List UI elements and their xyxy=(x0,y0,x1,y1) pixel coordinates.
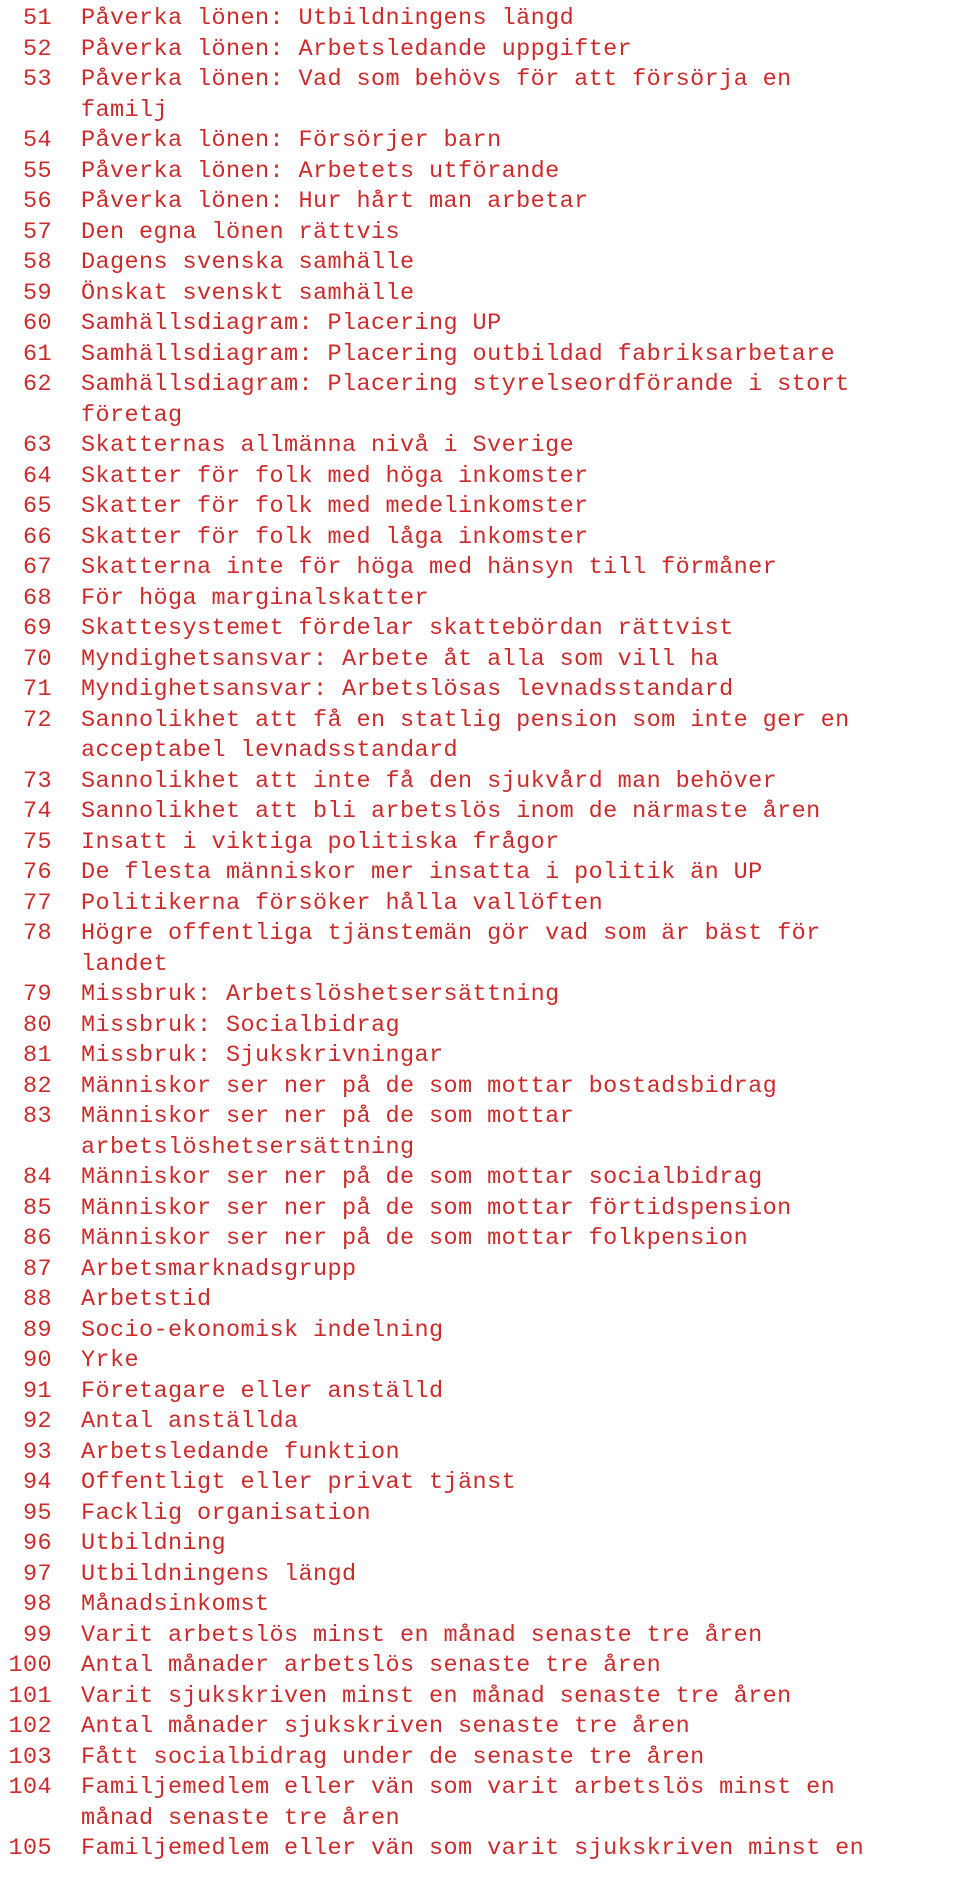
list-item xyxy=(0,919,960,980)
item-number: 98 xyxy=(22,1591,52,1618)
item-text xyxy=(81,1468,955,1499)
list-item xyxy=(0,279,960,310)
item-number: 93 xyxy=(22,1438,52,1466)
item-number: 61 xyxy=(22,340,52,368)
list-item xyxy=(0,1255,960,1286)
list-item xyxy=(0,65,960,126)
item-text-line: Varit arbetslös minst en månad senaste tre åren xyxy=(81,1621,763,1649)
item-text-line: Den egna lönen rättvis xyxy=(81,218,401,246)
item-text xyxy=(81,706,955,767)
item-number: 64 xyxy=(22,462,52,490)
item-text-line: Påverka lönen: Försörjer barn xyxy=(81,127,502,154)
item-text xyxy=(81,218,955,249)
list-item xyxy=(0,584,960,615)
item-text-line: Samhällsdiagram: Placering styrelseordförande i stort xyxy=(81,371,850,398)
list-item xyxy=(0,1285,960,1316)
list-item xyxy=(0,858,960,889)
item-number: 96 xyxy=(22,1530,52,1557)
item-text xyxy=(81,1224,955,1255)
item-text-line: Sannolikhet att få en statlig pension som inte ger en xyxy=(81,706,850,734)
item-text xyxy=(81,1316,955,1347)
variable-list xyxy=(0,4,960,1865)
item-text-line: månad senaste tre åren xyxy=(81,1804,401,1832)
item-number: 63 xyxy=(22,432,52,459)
item-number: 88 xyxy=(22,1286,52,1313)
list-item xyxy=(0,1316,960,1347)
item-text xyxy=(81,1102,955,1163)
list-item xyxy=(0,1041,960,1072)
item-text xyxy=(81,828,955,859)
item-number: 65 xyxy=(22,493,52,520)
item-text xyxy=(81,1255,955,1286)
item-text-line: Familjemedlem eller vän som varit sjukskriven minst en xyxy=(81,1835,865,1862)
item-number: 53 xyxy=(22,66,52,93)
item-number: 74 xyxy=(22,798,52,825)
item-number: 78 xyxy=(22,920,52,947)
item-text-line: Utbildningens längd xyxy=(81,1560,357,1588)
list-item xyxy=(0,767,960,798)
item-text-line: Offentligt eller privat tjänst xyxy=(81,1469,517,1496)
item-text xyxy=(81,858,955,889)
item-text-line: Samhällsdiagram: Placering outbildad fabriksarbetare xyxy=(81,340,836,368)
list-item xyxy=(0,1743,960,1774)
list-item xyxy=(0,614,960,645)
list-item xyxy=(0,675,960,706)
item-number: 55 xyxy=(22,157,52,185)
item-text-line: Insatt i viktiga politiska frågor xyxy=(81,828,560,856)
item-number: 97 xyxy=(22,1560,52,1588)
list-item xyxy=(0,1163,960,1194)
item-number: 58 xyxy=(22,249,52,276)
list-item xyxy=(0,370,960,431)
item-number: 52 xyxy=(22,35,52,63)
item-text xyxy=(81,1529,955,1560)
item-text xyxy=(81,309,955,340)
item-text-line: Dagens svenska samhälle xyxy=(81,249,415,276)
item-number: 86 xyxy=(22,1225,52,1252)
item-text xyxy=(81,1163,955,1194)
item-text-line: Arbetsmarknadsgrupp xyxy=(81,1255,357,1283)
item-text xyxy=(81,1743,955,1774)
item-text-line: Varit sjukskriven minst en månad senaste tre åren xyxy=(81,1682,792,1710)
list-item xyxy=(0,1377,960,1408)
item-text xyxy=(81,462,955,493)
item-text xyxy=(81,1712,955,1743)
item-text-line: Skatter för folk med låga inkomster xyxy=(81,523,589,551)
item-text-line: Arbetsledande funktion xyxy=(81,1438,401,1466)
item-text-line: Sannolikhet att inte få den sjukvård man behöver xyxy=(81,767,778,795)
item-text-line: Företagare eller anställd xyxy=(81,1377,444,1405)
item-text-line: Myndighetsansvar: Arbete åt alla som vill ha xyxy=(81,645,720,673)
list-item xyxy=(0,1560,960,1591)
list-item xyxy=(0,218,960,249)
item-number: 80 xyxy=(22,1011,52,1039)
item-text-line: Skatter för folk med medelinkomster xyxy=(81,493,589,520)
item-text-line: Högre offentliga tjänstemän gör vad som är bäst för xyxy=(81,920,821,947)
item-text xyxy=(81,523,955,554)
item-number: 92 xyxy=(22,1408,52,1435)
item-number: 82 xyxy=(22,1072,52,1100)
item-text xyxy=(81,1072,955,1103)
list-item xyxy=(0,35,960,66)
item-text xyxy=(81,889,955,920)
item-text xyxy=(81,35,955,66)
item-number: 62 xyxy=(22,371,52,398)
item-text-line: Familjemedlem eller vän som varit arbetslös minst en xyxy=(81,1774,836,1801)
item-number: 105 xyxy=(8,1835,52,1862)
item-number: 75 xyxy=(22,828,52,856)
item-text-line: Antal anställda xyxy=(81,1408,299,1435)
item-text-line: För höga marginalskatter xyxy=(81,584,430,612)
item-text-line: Skatternas allmänna nivå i Sverige xyxy=(81,432,575,459)
item-number: 104 xyxy=(8,1774,52,1801)
item-number: 73 xyxy=(22,767,52,795)
list-item xyxy=(0,523,960,554)
item-text xyxy=(81,1011,955,1042)
item-text xyxy=(81,614,955,645)
list-item xyxy=(0,645,960,676)
item-text-line: landet xyxy=(81,950,169,978)
list-item xyxy=(0,1407,960,1438)
list-item xyxy=(0,340,960,371)
item-text xyxy=(81,370,955,431)
list-item xyxy=(0,1194,960,1225)
item-text xyxy=(81,187,955,218)
item-text-line: arbetslöshetsersättning xyxy=(81,1133,415,1161)
item-text xyxy=(81,65,955,126)
item-number: 77 xyxy=(22,889,52,917)
item-number: 89 xyxy=(22,1316,52,1344)
list-item xyxy=(0,1438,960,1469)
list-item xyxy=(0,126,960,157)
item-text xyxy=(81,1194,955,1225)
item-number: 99 xyxy=(22,1621,52,1649)
item-text xyxy=(81,767,955,798)
list-item xyxy=(0,889,960,920)
item-text-line: Missbruk: Sjukskrivningar xyxy=(81,1042,444,1069)
item-text-line: Påverka lönen: Utbildningens längd xyxy=(81,5,575,32)
list-item xyxy=(0,706,960,767)
item-number: 70 xyxy=(22,645,52,673)
item-number: 57 xyxy=(22,218,52,246)
item-number: 81 xyxy=(22,1042,52,1069)
item-text xyxy=(81,340,955,371)
item-text xyxy=(81,797,955,828)
item-text xyxy=(81,431,955,462)
item-text-line: Månadsinkomst xyxy=(81,1591,270,1618)
list-item xyxy=(0,187,960,218)
list-item xyxy=(0,1590,960,1621)
list-item xyxy=(0,1773,960,1834)
item-number: 56 xyxy=(22,188,52,215)
item-text xyxy=(81,1285,955,1316)
list-item xyxy=(0,553,960,584)
item-text-line: Människor ser ner på de som mottar bostadsbidrag xyxy=(81,1072,778,1100)
item-text xyxy=(81,1560,955,1591)
item-text xyxy=(81,492,955,523)
item-text xyxy=(81,1377,955,1408)
item-text-line: Påverka lönen: Arbetets utförande xyxy=(81,157,560,185)
item-text-line: Skatterna inte för höga med hänsyn till förmåner xyxy=(81,554,778,581)
item-number: 90 xyxy=(22,1347,52,1374)
item-text-line: Arbetstid xyxy=(81,1286,212,1313)
item-text xyxy=(81,919,955,980)
item-text xyxy=(81,279,955,310)
item-text-line: Sannolikhet att bli arbetslös inom de närmaste åren xyxy=(81,798,821,825)
list-item xyxy=(0,1621,960,1652)
item-text xyxy=(81,126,955,157)
item-number: 102 xyxy=(8,1713,52,1740)
item-text-line: acceptabel levnadsstandard xyxy=(81,737,459,764)
item-text xyxy=(81,1651,955,1682)
item-number: 94 xyxy=(22,1469,52,1496)
item-text-line: Antal månader sjukskriven senaste tre åren xyxy=(81,1713,691,1740)
item-number: 100 xyxy=(8,1652,52,1679)
item-text xyxy=(81,1499,955,1530)
list-item xyxy=(0,309,960,340)
item-number: 60 xyxy=(22,310,52,337)
list-item xyxy=(0,1468,960,1499)
list-item xyxy=(0,1346,960,1377)
item-text xyxy=(81,1590,955,1621)
item-text-line: Missbruk: Arbetslöshetsersättning xyxy=(81,981,560,1008)
item-text-line: Skattesystemet fördelar skattebördan rättvist xyxy=(81,615,734,642)
item-number: 59 xyxy=(22,279,52,307)
item-number: 87 xyxy=(22,1255,52,1283)
list-item xyxy=(0,157,960,188)
item-text xyxy=(81,1621,955,1652)
item-number: 72 xyxy=(22,706,52,734)
item-text-line: Människor ser ner på de som mottar xyxy=(81,1103,575,1130)
item-text xyxy=(81,980,955,1011)
item-number: 51 xyxy=(22,5,52,32)
item-text xyxy=(81,4,955,35)
list-item xyxy=(0,1011,960,1042)
item-number: 68 xyxy=(22,584,52,612)
list-item xyxy=(0,1072,960,1103)
item-text-line: Socio-ekonomisk indelning xyxy=(81,1316,444,1344)
item-text-line: Människor ser ner på de som mottar folkpension xyxy=(81,1225,749,1252)
item-number: 95 xyxy=(22,1499,52,1527)
item-text xyxy=(81,1041,955,1072)
list-item xyxy=(0,797,960,828)
item-text-line: Påverka lönen: Hur hårt man arbetar xyxy=(81,188,589,215)
item-text-line: familj xyxy=(81,96,169,124)
list-item xyxy=(0,1834,960,1865)
item-number: 76 xyxy=(22,859,52,886)
item-text-line: Facklig organisation xyxy=(81,1499,372,1527)
item-text xyxy=(81,645,955,676)
list-item xyxy=(0,1529,960,1560)
list-item xyxy=(0,1499,960,1530)
list-item xyxy=(0,828,960,859)
item-text xyxy=(81,1346,955,1377)
item-text-line: Myndighetsansvar: Arbetslösas levnadsstandard xyxy=(81,676,734,703)
item-text-line: Påverka lönen: Arbetsledande uppgifter xyxy=(81,35,633,63)
item-text-line: Skatter för folk med höga inkomster xyxy=(81,462,589,490)
item-text xyxy=(81,584,955,615)
item-text-line: Politikerna försöker hålla vallöften xyxy=(81,889,604,917)
item-number: 91 xyxy=(22,1377,52,1405)
list-item xyxy=(0,1224,960,1255)
item-text-line: De flesta människor mer insatta i politik än UP xyxy=(81,859,763,886)
item-number: 69 xyxy=(22,615,52,642)
item-text-line: Utbildning xyxy=(81,1530,227,1557)
item-text-line: Påverka lönen: Vad som behövs för att försörja en xyxy=(81,66,792,93)
item-text-line: Önskat svenskt samhälle xyxy=(81,279,415,307)
item-text xyxy=(81,1438,955,1469)
item-number: 79 xyxy=(22,981,52,1008)
list-item xyxy=(0,248,960,279)
list-item xyxy=(0,1651,960,1682)
list-item xyxy=(0,431,960,462)
item-number: 83 xyxy=(22,1103,52,1130)
item-text-line: Människor ser ner på de som mottar socialbidrag xyxy=(81,1164,763,1191)
item-text xyxy=(81,1773,955,1834)
list-item xyxy=(0,1682,960,1713)
item-text xyxy=(81,675,955,706)
list-item xyxy=(0,462,960,493)
item-number: 101 xyxy=(8,1682,52,1710)
item-number: 54 xyxy=(22,127,52,154)
item-text-line: Missbruk: Socialbidrag xyxy=(81,1011,401,1039)
item-text xyxy=(81,1407,955,1438)
list-item xyxy=(0,1712,960,1743)
item-number: 103 xyxy=(8,1743,52,1771)
item-number: 67 xyxy=(22,554,52,581)
item-text-line: Människor ser ner på de som mottar förtidspension xyxy=(81,1194,792,1222)
item-number: 84 xyxy=(22,1164,52,1191)
list-item xyxy=(0,492,960,523)
item-number: 85 xyxy=(22,1194,52,1222)
list-item xyxy=(0,4,960,35)
item-text-line: Yrke xyxy=(81,1347,140,1374)
item-number: 71 xyxy=(22,676,52,703)
item-number: 66 xyxy=(22,523,52,551)
item-text xyxy=(81,157,955,188)
item-text-line: Fått socialbidrag under de senaste tre åren xyxy=(81,1743,705,1771)
item-text-line: Samhällsdiagram: Placering UP xyxy=(81,310,502,337)
item-text-line: Antal månader arbetslös senaste tre åren xyxy=(81,1652,662,1679)
item-text xyxy=(81,1682,955,1713)
item-text xyxy=(81,1834,955,1865)
item-text xyxy=(81,248,955,279)
list-item xyxy=(0,1102,960,1163)
item-text-line: företag xyxy=(81,401,183,429)
item-text xyxy=(81,553,955,584)
list-item xyxy=(0,980,960,1011)
